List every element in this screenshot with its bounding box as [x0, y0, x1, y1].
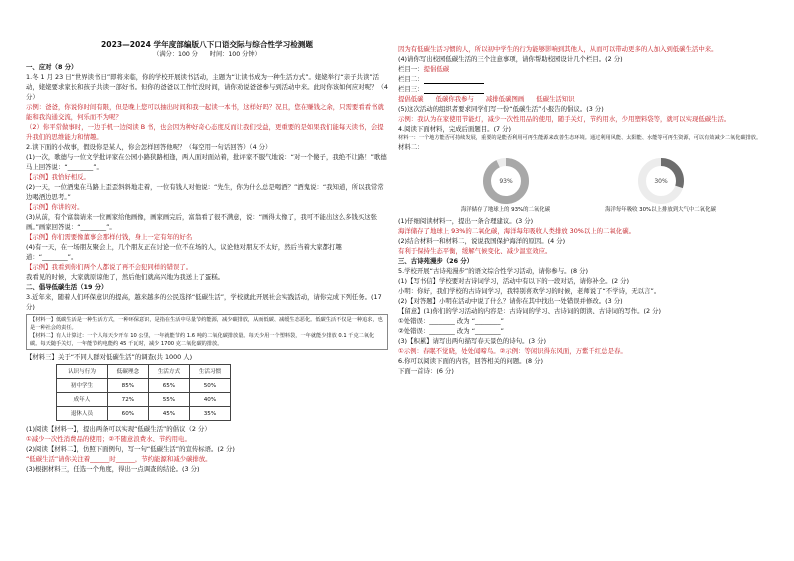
- answer-text: 【示例】你讲的对。: [26, 203, 84, 211]
- table-header-cell: 低碳理念: [107, 365, 148, 379]
- pie-label: 30%: [653, 178, 668, 185]
- table-header-row: [57, 365, 231, 379]
- question-text: (1)阅读【材料一】，提出两条可以实现“低碳生活”的倡议（2 分）: [26, 425, 211, 433]
- pie-chart-1: [446, 156, 566, 214]
- answer-text: 有利于保持生态平衡，缓解气候变化、减少温室效应。: [398, 247, 552, 255]
- document-title: 2023—2024 学年度部编版八下口语交际与综合性学习检测题: [101, 40, 313, 49]
- question-text: (3)从前，有个富翁请来一位画家给他画像，画家画完后，富翁看了很不满意，说：“画得太像了，我可不能出这么多钱买这张画。”画家回答说：“________”。: [26, 213, 378, 231]
- pie-charts: [398, 152, 768, 216]
- answer-text: 【示例】你们需要像董事会那样付钱，身上一定有年的好名: [26, 233, 193, 241]
- answer-text: 提倡低碳: [423, 65, 450, 73]
- pie-svg-1: [481, 156, 531, 206]
- question-text: 1.冬 1 月 23 日“世界读书日”即将来临，你的学校开展读书活动，主题为“让读书成为一种生活方式”。姥姥举行“亲子共读”活动，姥姥要求家长和孩子共读一部好书。但你的爸爸以工作忙没时间，请你劝说爸爸参与到活动中来。此时你该如何应对呢？（4 分）: [26, 73, 390, 101]
- material-1: 材料一：一个地方能否可持续发展，重要的是能否利用可再生能源来改善生态环境。通过利用风能、太阳能、水能等可再生资源，可以有效减少二氧化碳排放。: [398, 135, 762, 141]
- answer-text: ①示例：春眠不觉晓，处处闻啼鸟。②示例：等闲识得东风面，万紫千红总是春。: [398, 347, 627, 355]
- table-cell: 50%: [189, 379, 230, 393]
- question-text: (4)有一天，在一场朋友聚会上，几个朋友正在讨论一位不在场的人，议论他对朋友不太好，然后当着大家都打趣道：“________”。: [26, 243, 342, 261]
- option-text: 减排低碳图画: [485, 95, 525, 103]
- question-text: (3)根据材料三，任选一个角度，得出一点调查的结论。(3 分): [26, 465, 200, 473]
- field-label: 栏目三：: [398, 85, 424, 93]
- question-text: (3)【积累】请写出两句描写春天景色的诗句。(3 分): [398, 337, 546, 345]
- left-column: [26, 40, 388, 474]
- answer-text: 海洋储存了地球上 93%的二氧化碳，海洋每年吸收人类排放 30%以上的二氧化碳。: [398, 227, 635, 235]
- question-text: 2.读下面的小故事，假设你是某人，你会怎样回答他呢？（每空用一句话回答）（4 分）: [26, 143, 272, 151]
- material-box: [26, 314, 388, 350]
- question-text: (1)仔细阅读材料一，提出一条合理建议。(3 分): [398, 217, 534, 225]
- table-row: [57, 379, 231, 393]
- question-text: 5.学校开展“古诗苑漫步”的语文综合性学习活动，请你参与。(8 分): [398, 267, 588, 275]
- table-header-cell: 认识与行为: [57, 365, 108, 379]
- answer-text: 示例：爸爸，你说你时间有限，但是晚上您可以抽出时间和我一起读一本书，这样好吗？况且，您在赚钱之余，只需要看看书就能和我沟通交流，何乐而不为呢？: [26, 103, 384, 121]
- table-cell: 55%: [148, 393, 189, 407]
- question-text: (2)结合材料一和材料二，说说我国保护海洋的原因。(4 分): [398, 237, 566, 245]
- table-row: [57, 407, 231, 421]
- answer-text: ①减少一次性消费品的使用；②不随意浪费水、节约用电。: [26, 435, 191, 443]
- pie-svg-2: [636, 156, 686, 206]
- table-cell: 65%: [148, 379, 189, 393]
- section-heading: 二、倡导低碳生活（19 分）: [26, 283, 108, 291]
- material-1: 【材料一】低碳生活是一种生活方式，一种环保意识，是指在生活中尽量节约能源，减少碳排放，从而低碳、减缓生态恶化。低碳生活不仅是一种追求，也是一种社会的责任。: [30, 317, 383, 331]
- material-3-title: 【材料三】关于“不同人群对低碳生活”的调查(共 1000 人): [26, 353, 193, 361]
- note-text: ②处错误：________ 改为 “________”: [398, 327, 504, 335]
- table-cell: 60%: [107, 407, 148, 421]
- answer-text: （2）你平常做事时，一边手机一边阅读 B 书，也会因为种好奇心态度反而让我们受益，更重要的是如果我们能每天读书，会提升我们的思维能力和情趣。: [26, 123, 384, 141]
- field-label: 栏目一：: [398, 65, 424, 73]
- option-text: 提倡低碳: [398, 95, 424, 103]
- fill-row: [398, 74, 768, 84]
- option-text: 低碳生活知识: [536, 95, 575, 103]
- table-row: [57, 393, 231, 407]
- exam-meta: （满分：100 分 时间：100 分钟）: [153, 51, 261, 58]
- pie-caption: 海洋储存了地球上的 93%的二氧化碳: [460, 207, 551, 213]
- question-text: 下面一首诗：(6 分): [398, 367, 454, 375]
- answer-text: 示例：我认为在家使用节能灯，减少一次性用品的使用，随手关灯，节约用水，少用塑料袋等，就可以实现低碳生活。: [398, 115, 731, 123]
- note-text: 【留意】(1)你们的学习活动的内容是：古诗词的学习、古诗词的朗读、古诗词的写作。(2 分): [398, 307, 661, 315]
- table-cell: 退休人员: [57, 407, 108, 421]
- question-text: (1)一次，歌德与一位文学批评家在公园小路狭路相逢，两人面对面站着，批评家不服气地说：“对一个傻子，我绝不让路！”歌德马上回答说：“________”。: [26, 153, 387, 171]
- dialog-text: 小明：你好，我们学校的古诗词学习，我特别喜欢学习的时候，老师说了“不学诗，无以言”。: [398, 287, 661, 295]
- question-text: 我看见的时候，大家就原谅他了，然后他们就高兴地为我送上了蛋糕。: [26, 273, 225, 281]
- option-text: 低碳你我参与: [435, 95, 474, 103]
- section-heading: 一、应对（8 分）: [26, 63, 78, 71]
- answer-text: “低碳生活”请你关注着______时______，节约能源和减少碳排放。: [26, 455, 212, 463]
- table-header-cell: 生活方式: [148, 365, 189, 379]
- survey-table: [56, 364, 231, 421]
- table-cell: 初中学生: [57, 379, 108, 393]
- table-cell: 85%: [107, 379, 148, 393]
- answer-text: 【示例】我恰好相反。: [26, 173, 90, 181]
- question-text: 6.你可以阅读下面的内容，回答相关的问题。(8 分): [398, 357, 543, 365]
- note-text: ①处错误：________ 改为 “________”: [398, 317, 504, 325]
- fill-row: [398, 84, 768, 94]
- question-text: (5)这次活动的组织者要求同学们写一份“低碳生活”小报告的倡议。(3 分): [398, 105, 604, 113]
- fill-row: [398, 64, 768, 74]
- pie-caption: 海洋每年吸收 30%以上排放到大气中二氧化碳: [605, 207, 716, 213]
- question-text: (2)一天，一位酒鬼在马路上歪歪斜斜地走着，一位有钱人对他说：“先生，你为什么总是喝酒？”酒鬼说：“我知道，所以我常常边喝酒边思考。”: [26, 183, 384, 201]
- material-2: 【材料二】有人计算过：一个人每天少开车 10 公里，一年就能节约 1.6 吨的二氧化碳排放量。每天少用一个塑料袋，一年就能少排放 0.1 千克二氧化碳。每天随手关灯，一年能节约电能约 45 千瓦时，减少 1700 克二氧化碳的排放。: [30, 333, 375, 347]
- question-text: (1)【写书信】学校要对古诗词学习，活动中有以下的一段对话，请你补全。(2 分): [398, 277, 630, 285]
- question-text: (4)请你写出校园低碳生活的三个注意事项，请你帮助校园设计几个栏目。(2 分): [398, 55, 623, 63]
- question-text: (2)阅读【材料二】，仿照下面例句，写一句“低碳生活”的宣传标语。(2 分): [26, 445, 235, 453]
- question-text: (2)【对答题】小明在活动中说了什么？请你在其中找出一处错误并修改。(3 分): [398, 297, 623, 305]
- right-column: [398, 44, 768, 376]
- table-cell: 成年人: [57, 393, 108, 407]
- table-header-cell: 生活习惯: [189, 365, 230, 379]
- table-cell: 45%: [148, 407, 189, 421]
- pie-chart-2: [601, 156, 721, 214]
- material-2-label: 材料二：: [398, 143, 424, 151]
- field-label: 栏目二：: [398, 75, 424, 83]
- pie-label: 93%: [498, 178, 513, 185]
- answer-text: 【示例】我看到你们两个人都说了再不会犯同样的错误了。: [26, 263, 193, 271]
- question-text: 4.阅读下面材料，完成后面题目。(7 分): [398, 125, 512, 133]
- table-cell: 40%: [189, 393, 230, 407]
- blank-line: [424, 76, 484, 84]
- column-options: [398, 94, 768, 104]
- table-cell: 72%: [107, 393, 148, 407]
- answer-text: 因为有低碳生活习惯的人，所以初中学生的行为能够影响到其他人，从而可以带动更多的人加入到低碳生活中来。: [398, 45, 718, 53]
- blank-line: [424, 86, 484, 94]
- section-heading: 三、古诗苑漫步（26 分）: [398, 257, 474, 265]
- table-cell: 35%: [189, 407, 230, 421]
- question-text: 3.近年来，随着人们环保意识的提高，越来越多的公民选择“低碳生活”，学校就此开展社会实践活动，请你完成下列任务。(17 分): [26, 293, 384, 311]
